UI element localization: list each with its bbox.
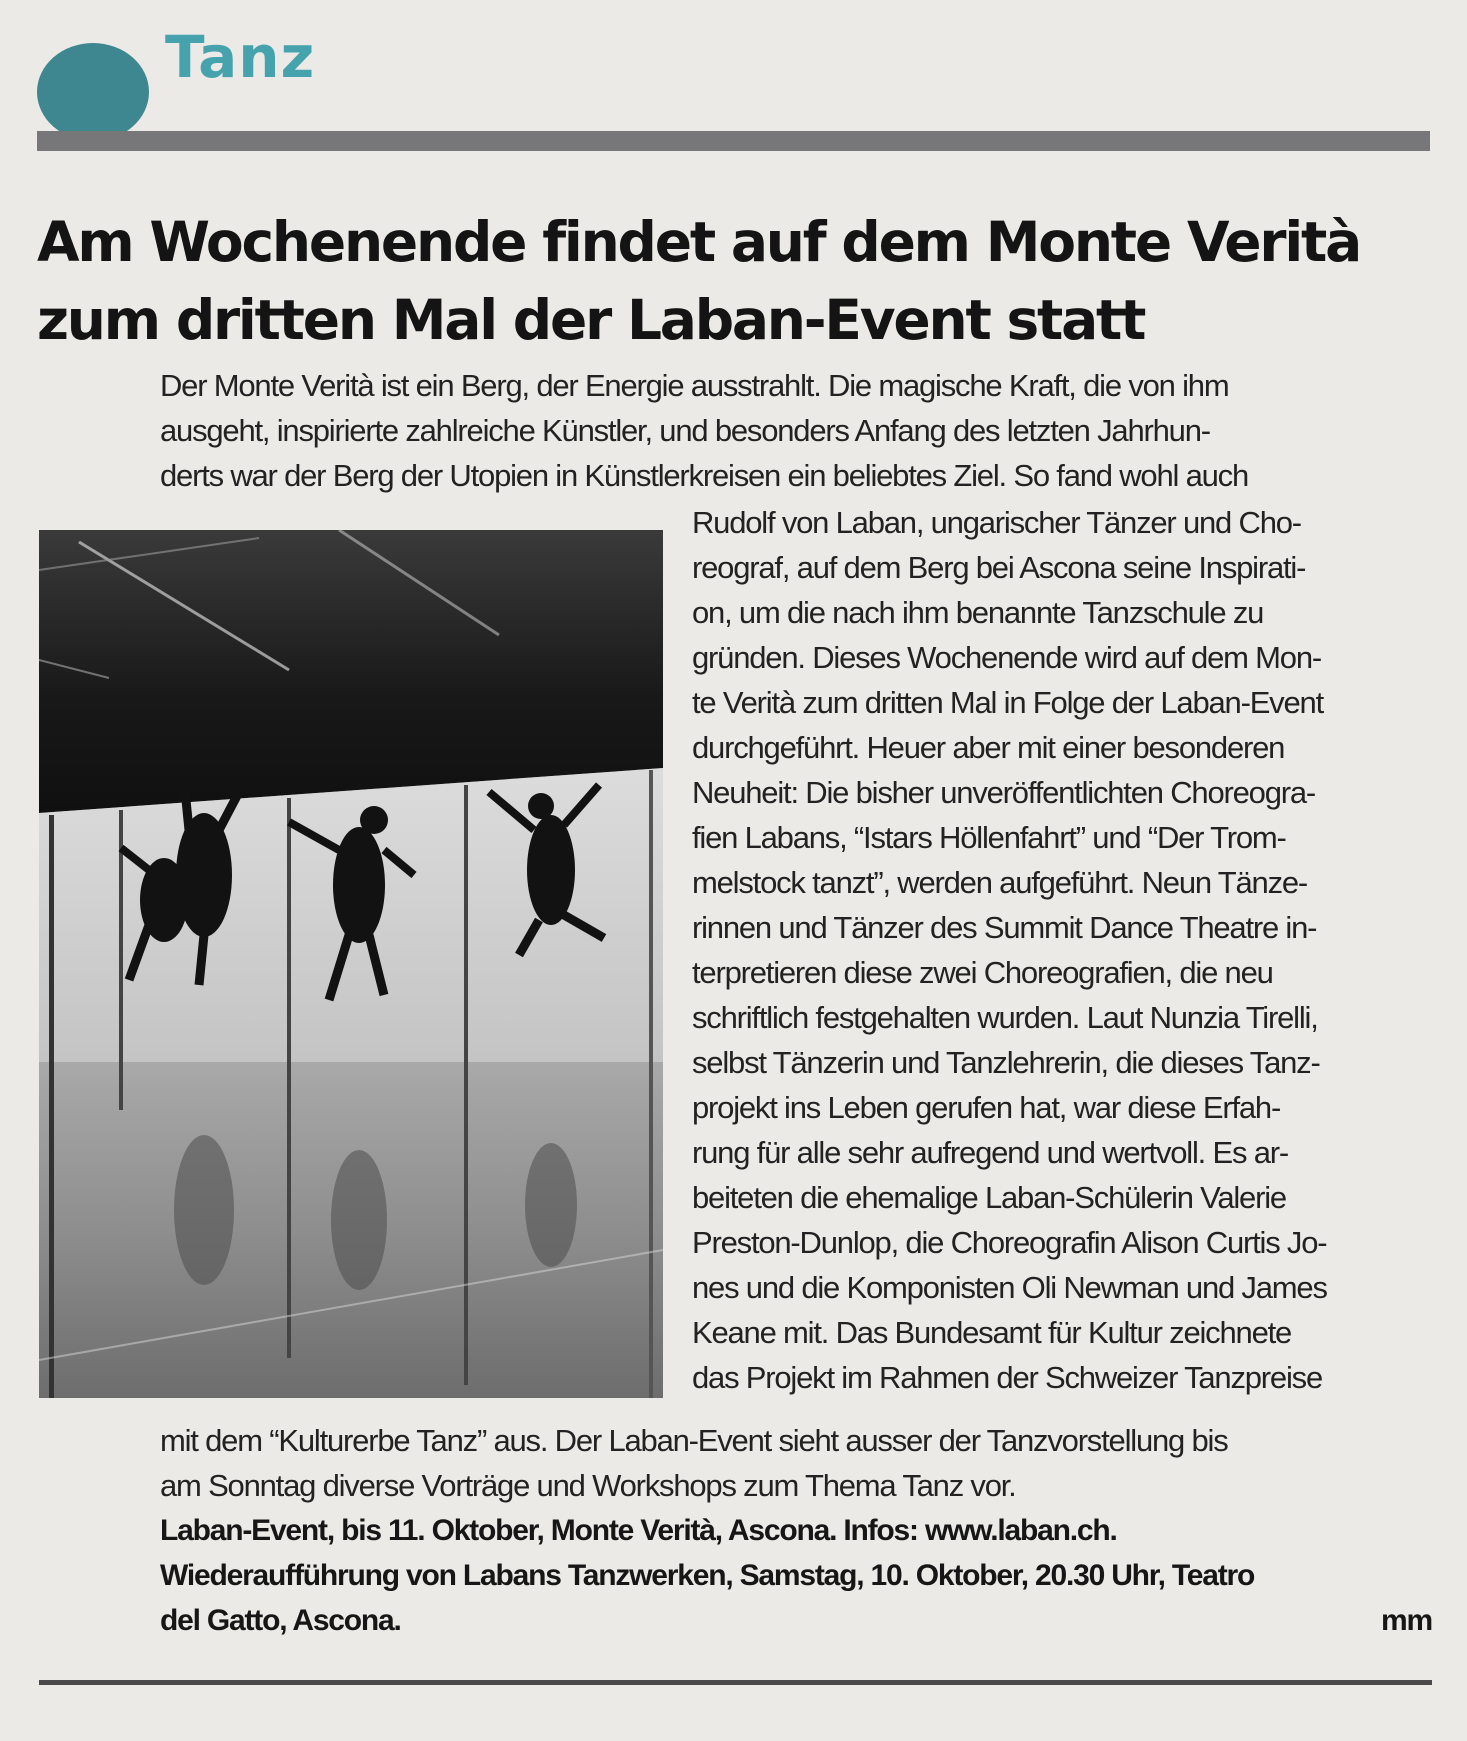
- author-initials: mm: [1381, 1604, 1432, 1637]
- column-paragraph: [692, 500, 1327, 1400]
- text-line: fien Labans, “Istars Höllenfahrt” und “Der Trom-: [692, 820, 1286, 855]
- info-line: Laban-Event, bis 11. Oktober, Monte Verità, Ascona. Infos: www.laban.ch.: [160, 1514, 1117, 1547]
- section-dot: [37, 43, 149, 141]
- text-line: selbst Tänzerin und Tanzlehrerin, die dieses Tanz-: [692, 1045, 1320, 1080]
- text-line: te Verità zum dritten Mal in Folge der Laban-Event: [692, 685, 1323, 720]
- text-line: Neuheit: Die bisher unveröffentlichten Choreogra-: [692, 775, 1316, 810]
- text-line: reograf, auf dem Berg bei Ascona seine Inspirati-: [692, 550, 1306, 585]
- section-label: Tanz: [165, 23, 316, 91]
- text-line: durchgeführt. Heuer aber mit einer besonderen: [692, 730, 1285, 765]
- tail-paragraph: [160, 1418, 1228, 1508]
- intro-paragraph: [160, 363, 1248, 498]
- text-line: Keane mit. Das Bundesamt für Kultur zeichnete: [692, 1315, 1292, 1350]
- info-line: del Gatto, Ascona.: [160, 1604, 401, 1637]
- text-line: Rudolf von Laban, ungarischer Tänzer und Cho-: [692, 505, 1301, 540]
- dancers-photo-art: [39, 530, 663, 1398]
- text-line: ausgeht, inspirierte zahlreiche Künstler, und besonders Anfang des letzten Jahrhun-: [160, 413, 1210, 448]
- text-line: terpretieren diese zwei Choreografien, die neu: [692, 955, 1273, 990]
- text-line: gründen. Dieses Wochenende wird auf dem Mon-: [692, 640, 1322, 675]
- top-rule: [37, 131, 1430, 151]
- text-line: rung für alle sehr aufregend und wertvoll. Es ar-: [692, 1135, 1288, 1170]
- headline: [37, 203, 1457, 359]
- text-line: Der Monte Verità ist ein Berg, der Energie ausstrahlt. Die magische Kraft, die von ihm: [160, 368, 1229, 403]
- text-line: das Projekt im Rahmen der Schweizer Tanzpreise: [692, 1360, 1322, 1395]
- text-line: melstock tanzt”, werden aufgeführt. Neun Tänze-: [692, 865, 1308, 900]
- info-line: Wiederaufführung von Labans Tanzwerken, Samstag, 10. Oktober, 20.30 Uhr, Teatro: [160, 1559, 1255, 1592]
- dancers-photo: [39, 530, 663, 1398]
- text-line: projekt ins Leben gerufen hat, war diese Erfah-: [692, 1090, 1281, 1125]
- text-line: on, um die nach ihm benannte Tanzschule zu: [692, 595, 1264, 630]
- event-info: [160, 1508, 1254, 1643]
- text-line: mit dem “Kulturerbe Tanz” aus. Der Laban-Event sieht ausser der Tanzvorstellung bis: [160, 1423, 1228, 1458]
- text-line: nes und die Komponisten Oli Newman und James: [692, 1270, 1327, 1305]
- text-line: derts war der Berg der Utopien in Künstlerkreisen ein beliebtes Ziel. So fand wohl auch: [160, 458, 1249, 493]
- text-line: am Sonntag diverse Vorträge und Workshops zum Thema Tanz vor.: [160, 1468, 1016, 1503]
- text-line: Preston-Dunlop, die Choreografin Alison Curtis Jo-: [692, 1225, 1327, 1260]
- headline-line: zum dritten Mal der Laban-Event statt: [37, 288, 1145, 352]
- text-line: beiteten die ehemalige Laban-Schülerin Valerie: [692, 1180, 1286, 1215]
- text-line: schriftlich festgehalten wurden. Laut Nunzia Tirelli,: [692, 1000, 1318, 1035]
- headline-line: Am Wochenende findet auf dem Monte Verità: [37, 210, 1360, 274]
- text-line: rinnen und Tänzer des Summit Dance Theatre in-: [692, 910, 1317, 945]
- bottom-rule: [39, 1680, 1432, 1685]
